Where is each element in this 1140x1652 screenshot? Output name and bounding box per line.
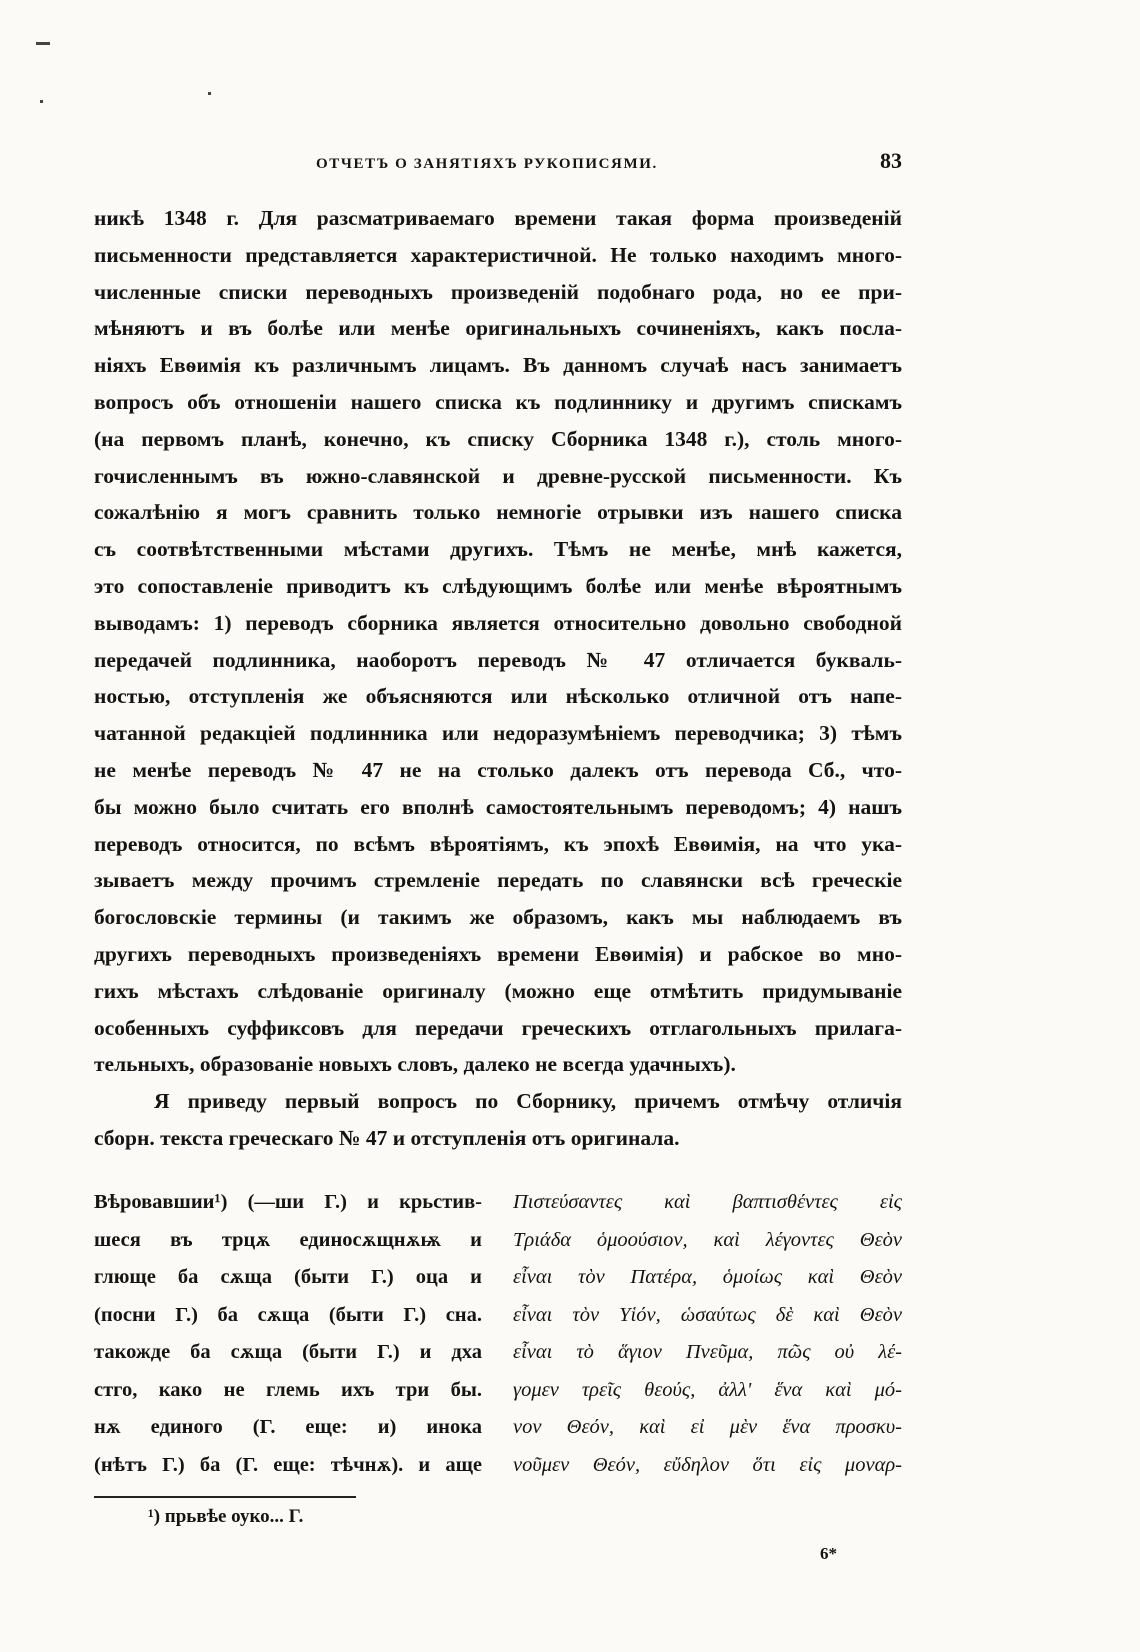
text-line: тельныхъ, образованіе новыхъ словъ, далеко не всегда удачныхъ).: [94, 1052, 736, 1077]
signature-mark: 6*: [820, 1544, 837, 1563]
text-line: численные списки переводныхъ произведеній подобнаго рода, но ее при-: [94, 279, 902, 304]
slavonic-line: глюще ба сѫща (быти Г.) оца и: [94, 1266, 482, 1288]
slavonic-line: (посни Г.) ба сѫща (быти Г.) сна.: [94, 1303, 482, 1326]
text-line: письменности представляется характеристичной. Не только находимъ много-: [94, 242, 902, 267]
text-line: особенныхъ суффиксовъ для передачи греческихъ отглагольныхъ прилага-: [94, 1015, 902, 1040]
slavonic-line: стго, како не глемь ихъ три бы.: [94, 1378, 482, 1401]
text-line: это сопоставленіе приводитъ къ слѣдующимъ болѣе или менѣе вѣроятнымъ: [94, 573, 902, 598]
main-text: [94, 200, 902, 1157]
scan-mark: [36, 42, 50, 45]
scan-mark: [208, 92, 211, 95]
text-line: ніяхъ Евѳимія къ различнымъ лицамъ. Въ данномъ случаѣ насъ занимаетъ: [94, 353, 902, 378]
text-line: никѣ 1348 г. Для разсматриваемаго времени такая форма произведеній: [94, 206, 902, 230]
greek-line: νοῦμεν Θεόν, εὔδηλον ὅτι εἰς μοναρ-: [513, 1453, 902, 1476]
greek-line: εἶναι τὸ ἅγιον Πνεῦμα, πῶς οὐ λέ-: [513, 1341, 902, 1363]
slavonic-line: нѫ единого (Г. еще: и) инока: [94, 1416, 482, 1438]
text-line: чатанной редакціей подлинника или недоразумѣніемъ переводчика; 3) тѣмъ: [94, 721, 902, 746]
slavonic-column: [94, 1184, 482, 1484]
text-line: зываетъ между прочимъ стремленіе передать по славянски всѣ греческіе: [94, 868, 902, 893]
footnote-rule: [94, 1496, 356, 1498]
greek-line: γομεν τρεῖς θεούς, ἀλλ' ἕνα καὶ μό-: [513, 1378, 902, 1401]
slavonic-line: шеся въ трцѫ единосѫщнѫѭ и: [94, 1228, 482, 1251]
text-line: гочисленнымъ въ южно-славянской и древне-русской письменности. Къ: [94, 463, 902, 488]
text-line: бы можно было считать его вполнѣ самостоятельнымъ переводомъ; 4) нашъ: [94, 794, 902, 819]
slavonic-line: (нѣтъ Г.) ба (Г. еще: тѣчнѫ). и аще: [94, 1453, 482, 1476]
text-line: другихъ переводныхъ произведеніяхъ времени Евѳимія) и рабское во мно-: [94, 941, 902, 966]
greek-line: Πιστεύσαντες καὶ βαπτισθέντες εἰς: [513, 1191, 902, 1213]
text-line: не менѣе переводъ № 47 не на столько далекъ отъ перевода Сб., что-: [94, 757, 902, 782]
greek-column: [513, 1184, 902, 1484]
text-line: гихъ мѣстахъ слѣдованіе оригиналу (можно еще отмѣтить придумываніе: [94, 978, 902, 1003]
text-line: выводамъ: 1) переводъ сборника является относительно довольно свободной: [94, 610, 902, 635]
text-line: сожалѣнію я могъ сравнить только немногіе отрывки изъ нашего списка: [94, 500, 902, 525]
greek-line: νον Θεόν, καὶ εἰ μὲν ἕνα προσκυ-: [513, 1416, 902, 1438]
scan-mark: [40, 100, 43, 103]
text-line: переводъ относится, по всѣмъ вѣроятіямъ, къ эпохѣ Евѳимія, на что ука-: [94, 831, 902, 856]
greek-line: εἶναι τὸν Πατέρα, ὁμοίως καὶ Θεὸν: [513, 1266, 902, 1288]
text-line: (на первомъ планѣ, конечно, къ списку Сборника 1348 г.), столь много-: [94, 426, 902, 451]
text-line: мѣняютъ и въ болѣе или менѣе оригинальныхъ сочиненіяхъ, какъ посла-: [94, 316, 902, 341]
text-line: передачей подлинника, наоборотъ переводъ № 47 отличается букваль-: [94, 647, 902, 672]
text-line: сборн. текста греческаго № 47 и отступленія отъ оригинала.: [94, 1125, 680, 1150]
text-line: вопросъ объ отношеніи нашего списка къ подлиннику и другимъ спискамъ: [94, 389, 902, 414]
page-number: 83: [880, 148, 902, 173]
greek-line: Τριάδα ὁμοούσιον, καὶ λέγοντες Θεὸν: [513, 1228, 902, 1251]
text-line: Я приведу первый вопросъ по Сборнику, причемъ отмѣчу отличія: [154, 1089, 902, 1114]
greek-line: εἶναι τὸν Υἱόν, ὡσαύτως δὲ καὶ Θεὸν: [513, 1303, 902, 1326]
page-header: [316, 148, 902, 174]
slavonic-line: Вѣровавшии¹) (—ши Г.) и крьстив-: [94, 1191, 482, 1213]
text-line: богословскіе термины (и такимъ же образомъ, какъ мы наблюдаемъ въ: [94, 905, 902, 930]
running-title: ОТЧЕТЪ О ЗАНЯТІЯХЪ РУКОПИСЯМИ.: [316, 156, 658, 172]
footnote: ¹) прьвѣе оуко... Г.: [148, 1506, 304, 1527]
slavonic-line: такожде ба сѫща (быти Г.) и дха: [94, 1341, 482, 1363]
text-line: съ соотвѣтственными мѣстами другихъ. Тѣмъ не менѣе, мнѣ кажется,: [94, 537, 902, 562]
text-line: ностью, отступленія же объясняются или нѣсколько отличной отъ напе-: [94, 684, 902, 709]
